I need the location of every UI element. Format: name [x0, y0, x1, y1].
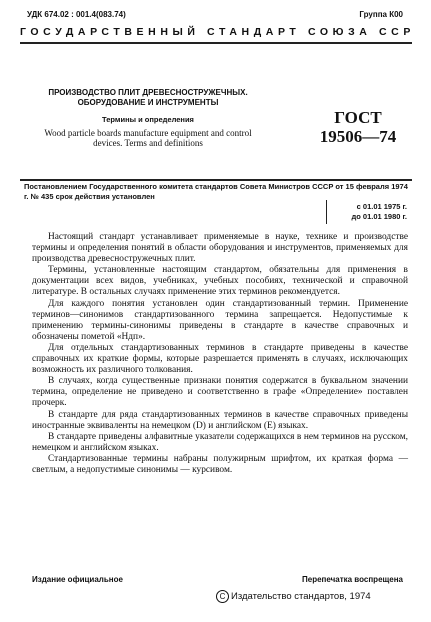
gost-number: 19506—74: [319, 127, 397, 146]
decree-rule: [20, 179, 412, 181]
header-rule: [20, 42, 412, 44]
document-title-en: Wood particle boards manufacture equipment and control devices. Terms and definitions: [44, 128, 252, 148]
body-text: [32, 232, 408, 476]
paragraph: Стандартизованные термины набраны полужирным шрифтом, их краткая форма — светлым, а недопустимые синонимы — курсивом.: [32, 453, 408, 475]
valid-from: с 01.01 1975 г.: [356, 202, 407, 211]
copyright-icon: С: [216, 590, 229, 603]
gost-label: ГОСТ: [334, 108, 382, 127]
document-subtitle-ru: Термины и определения: [102, 115, 194, 124]
paragraph: В случаях, когда существенные признаки понятия содержатся в буквальном значении термина, определение не приведено и соответственно в графе «Определение» поставлен прочерк.: [32, 376, 408, 409]
copyright-text: Издательство стандартов, 1974: [231, 591, 371, 603]
official-edition-label: Издание официальное: [32, 575, 123, 584]
document-title-ru: ПРОИЗВОДСТВО ПЛИТ ДРЕВЕСНОСТРУЖЕЧНЫХ. ОБОРУДОВАНИЕ И ИНСТРУМЕНТЫ: [48, 88, 248, 107]
reprint-prohibited-label: Перепечатка воспрещена: [302, 575, 403, 584]
paragraph: Термины, установленные настоящим стандартом, обязательны для применения в документации всех видов, учебниках, учебных пособиях, технической и справочной литературе. В остальных случаях применение этих терминов рекомендуется.: [32, 265, 408, 298]
paragraph: Для каждого понятия установлен один стандартизованный термин. Применение терминов—синонимов стандартизованного термина запрещается. Недопустимые к применению термины-синонимы приведены в стандарте в качестве справочных и обозначены пометой «Ндп».: [32, 298, 408, 342]
decree-text: Постановлением Государственного комитета стандартов Совета Министров СССР от 15 февраля 1974 г. № 435 срок действия установлен: [24, 182, 408, 201]
group-code: Группа К00: [359, 10, 403, 19]
valid-to: до 01.01 1980 г.: [351, 212, 407, 221]
validity-bracket: [326, 200, 327, 224]
udk-code: УДК 674.02 : 001.4(083.74): [27, 10, 126, 19]
paragraph: В стандарте приведены алфавитные указатели содержащихся в нем терминов на русском, немецком и английском языках.: [32, 431, 408, 453]
paragraph: Для отдельных стандартизованных терминов в стандарте приведены в качестве справочных их краткие формы, которые разрешается применять в случаях, исключающих возможность их различного толкования.: [32, 342, 408, 376]
paragraph: В стандарте для ряда стандартизованных терминов в качестве справочных приведены иностранные эквиваленты на немецком (D) и английском (E) языках.: [32, 409, 408, 431]
standard-header-title: ГОСУДАРСТВЕННЫЙ СТАНДАРТ СОЮЗА ССР: [20, 26, 415, 38]
paragraph: Настоящий стандарт устанавливает применяемые в науке, технике и производстве термины и определения понятий в области оборудования и инструментов, применяемых для производства древесностружечных плит.: [32, 232, 408, 265]
copyright-line: [216, 590, 371, 603]
